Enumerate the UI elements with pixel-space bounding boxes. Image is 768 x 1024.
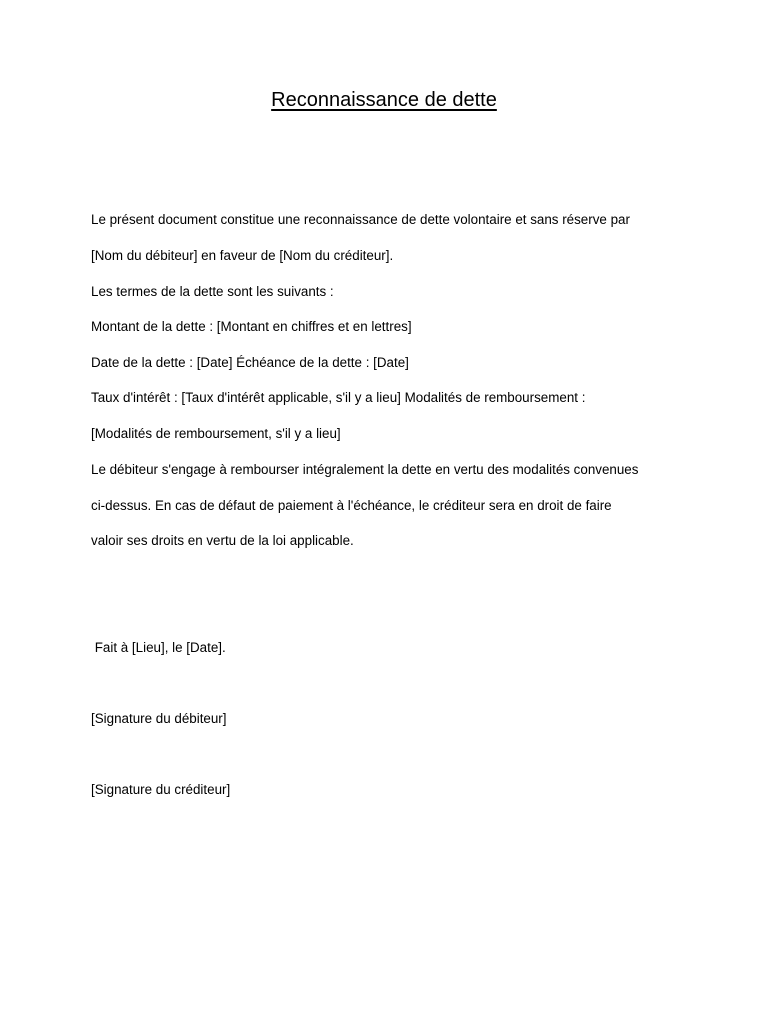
body-line-9: ci-dessus. En cas de défaut de paiement à l'échéance, le créditeur sera en droit de faire xyxy=(91,498,612,513)
document-title: Reconnaissance de dette xyxy=(271,89,497,111)
place-date-line: Fait à [Lieu], le [Date]. xyxy=(91,640,226,655)
body-line-8: Le débiteur s'engage à rembourser intégralement la dette en vertu des modalités convenues xyxy=(91,462,639,477)
body-line-3: Les termes de la dette sont les suivants : xyxy=(91,284,334,299)
signature-debtor: [Signature du débiteur] xyxy=(91,711,227,726)
signature-creditor: [Signature du créditeur] xyxy=(91,782,231,797)
body-line-5: Date de la dette : [Date] Échéance de la dette : [Date] xyxy=(91,355,409,370)
body-line-6: Taux d'intérêt : [Taux d'intérêt applicable, s'il y a lieu] Modalités de remboursement : xyxy=(91,390,586,405)
body-line-1: Le présent document constitue une reconnaissance de dette volontaire et sans réserve par xyxy=(91,212,630,227)
body-line-4: Montant de la dette : [Montant en chiffres et en lettres] xyxy=(91,319,412,334)
body-line-2: [Nom du débiteur] en faveur de [Nom du créditeur]. xyxy=(91,248,394,263)
body-line-10: valoir ses droits en vertu de la loi applicable. xyxy=(91,533,354,548)
body-line-7: [Modalités de remboursement, s'il y a lieu] xyxy=(91,426,341,441)
